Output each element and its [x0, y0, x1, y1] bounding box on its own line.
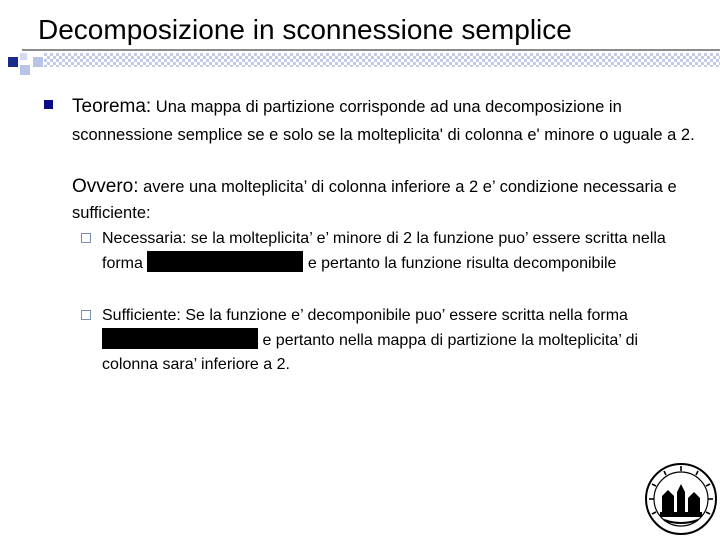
redacted-formula — [102, 328, 258, 349]
theorem-lead: Teorema: — [72, 96, 152, 117]
equivalently-text: avere una molteplicita’ di colonna inferiore a 2 e’ condizione necessaria e sufficiente: — [72, 178, 677, 222]
subpoint-text-before: Necessaria: se la molteplicita’ e’ minore di 2 la funzione puo’ essere scritta nella forma — [102, 230, 666, 272]
subpoint-text-after: e pertanto la funzione risulta decomponibile — [307, 255, 617, 272]
redacted-formula — [147, 251, 303, 272]
hollow-square-bullet-icon — [81, 310, 91, 320]
hollow-square-bullet-icon — [81, 233, 91, 243]
equivalently-lead: Ovvero: — [72, 176, 139, 197]
theorem-text: Una mappa di partizione corrisponde ad una decomposizione in sconnessione semplice se e solo se la molteplicita' di colonna e' minore o uguale a 2. — [72, 98, 695, 144]
university-seal-logo — [644, 462, 718, 536]
subpoint-text-before: Sufficiente: Se la funzione e’ decomponibile puo’ essere scritta nella forma — [102, 307, 628, 324]
slide-title: Decomposizione in sconnessione semplice — [38, 14, 572, 45]
subpoint-sufficient — [102, 304, 682, 377]
theorem-paragraph — [72, 93, 712, 149]
title-decoration — [0, 0, 720, 100]
equivalently-paragraph — [72, 174, 712, 226]
subpoint-text-after: e pertanto nella mappa di partizione la molteplicita’ di colonna sara’ inferiore a 2. — [102, 332, 639, 373]
bullet-square-icon — [44, 100, 53, 109]
subpoint-necessary — [102, 227, 682, 276]
